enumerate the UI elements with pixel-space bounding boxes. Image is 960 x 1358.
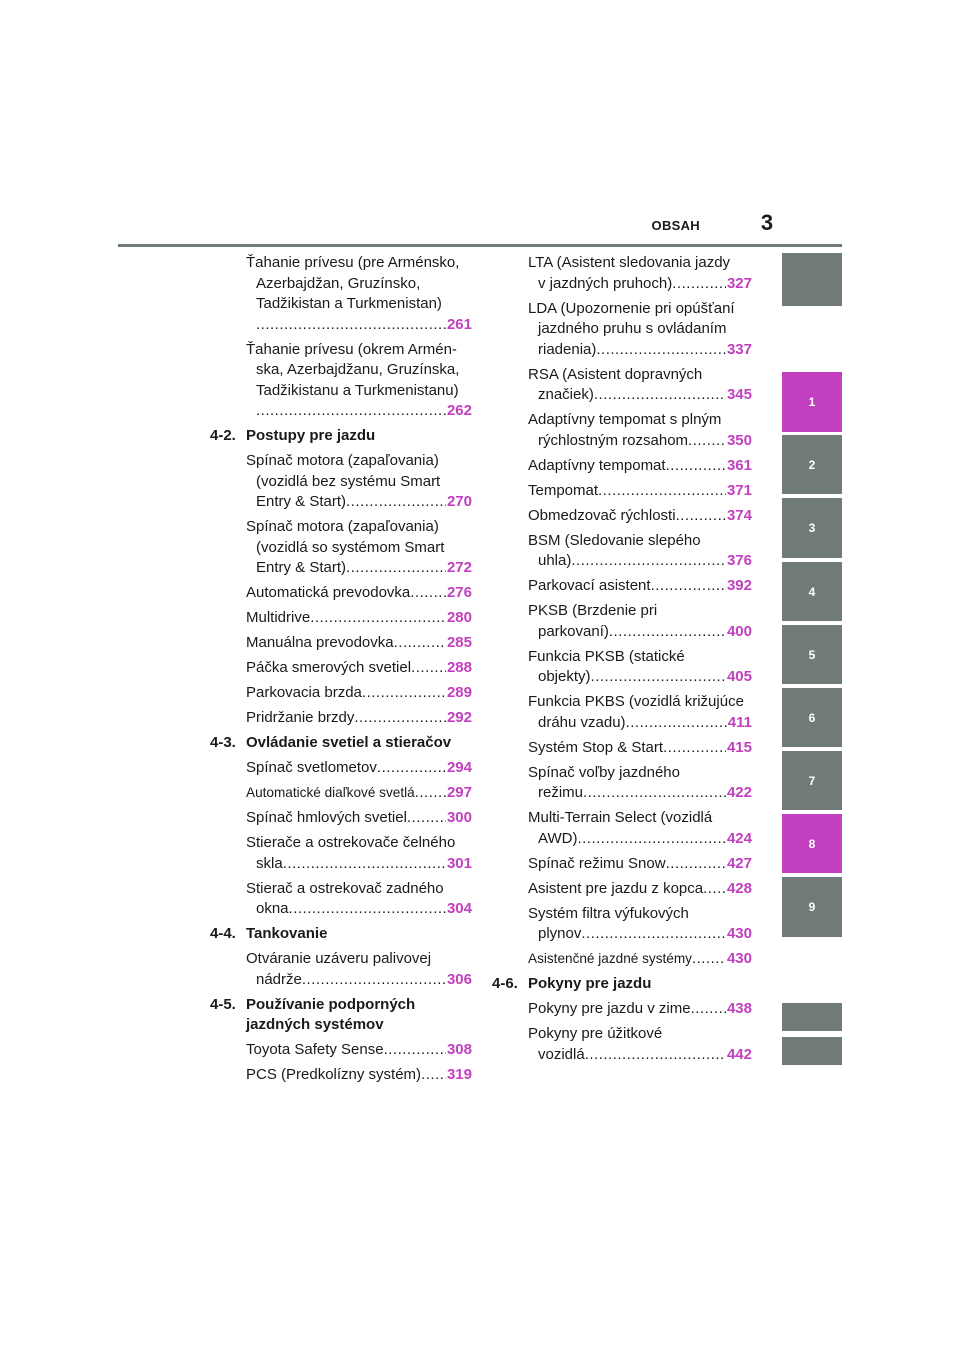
page-reference-link[interactable]: 288 [446,659,472,676]
section-title: Ovládanie svetiel a stieračov [246,734,452,751]
toc-entry-text: Pokyny pre úžitkové [528,1025,663,1042]
toc-entry-text: Spínač motora (zapaľovania) [246,452,439,469]
chapter-tab-5[interactable]: 5 [782,625,842,684]
toc-entry[interactable] [492,949,752,970]
toc-entry[interactable] [492,647,752,688]
toc-entry-text: Parkovací asistent [528,577,651,594]
toc-entry-text: BSM (Sledovanie slepého [528,531,701,549]
page-reference-link[interactable]: 297 [446,784,472,801]
dot-leader [626,713,727,734]
toc-entry[interactable] [210,833,472,874]
page-reference-link[interactable]: 294 [446,759,472,776]
dot-leader [672,274,726,295]
toc-entry-text: rýchlostným rozsahom [538,431,689,449]
page-reference-link[interactable]: 424 [726,829,752,847]
page-header-title: OBSAH [651,218,700,233]
toc-entry[interactable] [210,879,472,920]
toc-entry-text: Spínač motora (zapaľovania) [246,518,439,535]
toc-entry-text: AWD) [538,829,578,847]
toc-entry[interactable] [492,879,752,900]
toc-entry-text: Azerbajdžan, Gruzínsko, [256,274,421,292]
dot-leader [407,808,446,829]
toc-entry[interactable] [210,633,472,654]
toc-entry-text: Funkcia PKBS (vozidlá križujúce [528,693,744,710]
dot-leader [289,899,446,920]
toc-entry[interactable] [210,608,472,629]
page-reference-link[interactable]: 430 [726,950,752,967]
toc-section-heading [210,924,472,945]
section-title: Pokyny pre jazdu [528,975,652,992]
toc-entry-text: uhla) [538,552,572,569]
toc-entry[interactable] [210,340,472,422]
section-number: 4-4. [210,925,236,942]
toc-entry-text: vozidlá [538,1045,585,1063]
toc-section-heading [492,974,752,995]
toc-entry[interactable] [492,692,752,733]
page-reference-link[interactable]: 392 [726,577,752,594]
toc-entry-text: jazdného pruhu s ovládaním [538,320,727,337]
toc-entry[interactable] [492,253,752,294]
page-reference-link[interactable]: 376 [726,552,752,569]
toc-entry-text: Obmedzovač rýchlosti [528,506,676,524]
dot-leader [591,667,726,688]
toc-entry[interactable] [210,583,472,604]
toc-entry-text: PCS (Predkolízny systém) [246,1066,422,1083]
dot-leader [346,558,446,579]
toc-entry[interactable] [492,299,752,361]
toc-entry[interactable] [210,949,472,990]
page-reference-link[interactable]: 262 [446,402,472,419]
toc-entry-text: Parkovacia brzda [246,684,362,701]
toc-entry-text: Manuálna prevodovka [246,634,394,651]
toc-entry-text: Spínač svetlometov [246,759,377,776]
toc-entry[interactable] [210,658,472,679]
toc-entry-text: dráhu vzadu) [538,713,626,731]
toc-entry-text: Systém Stop & Start [528,738,664,756]
toc-entry-text: Otváranie uzáveru palivovej [246,950,432,967]
toc-entry-text: Entry & Start) [256,493,347,510]
toc-entry-text: Tempomat [528,481,599,499]
toc-entry-text: Multi-Terrain Select (vozidlá [528,809,713,826]
toc-left-column [210,253,472,1090]
toc-entry-text: Asistent pre jazdu z kopca [528,879,704,897]
page-reference-link[interactable]: 427 [726,854,752,872]
page-reference-link[interactable]: 289 [446,684,472,701]
toc-entry[interactable] [492,999,752,1020]
toc-entry-text: PKSB (Brzdenie pri [528,602,658,619]
chapter-tab-blank[interactable] [782,1037,842,1065]
page-reference-link[interactable]: 300 [446,809,472,826]
page-reference-link[interactable]: 308 [446,1041,472,1058]
toc-entry-text: objekty) [538,668,591,685]
page-reference-link[interactable]: 327 [726,274,752,292]
toc-entry-text: Stierače a ostrekovače čelného [246,834,456,851]
page-reference-link[interactable]: 306 [446,970,472,988]
toc-entry[interactable] [492,531,752,572]
toc-entry-text: Funkcia PKSB (statické [528,647,685,665]
dot-leader [377,758,446,779]
chapter-tab-3[interactable]: 3 [782,498,842,558]
page-reference-link[interactable]: 428 [726,879,752,897]
toc-entry[interactable] [210,808,472,829]
dot-leader [421,1065,446,1086]
dot-leader [688,431,726,452]
chapter-tab-6[interactable]: 6 [782,688,842,747]
page-reference-link[interactable]: 272 [446,559,472,576]
dot-leader [571,551,726,572]
toc-entry[interactable] [210,758,472,779]
dot-leader [666,854,726,875]
section-title: Používanie podporných jazdných systémov [246,995,416,1033]
toc-entry[interactable] [492,738,752,759]
toc-entry-text: Pokyny pre jazdu v zime [528,1000,691,1017]
toc-entry[interactable] [492,763,752,804]
toc-entry-text: Asistenčné jazdné systémy [528,951,692,966]
toc-entry-text: Pridržanie brzdy [246,709,355,726]
dot-leader [666,456,726,477]
chapter-tab-1[interactable]: 1 [782,372,842,432]
section-number: 4-2. [210,427,236,444]
dot-leader [609,622,726,643]
dot-leader [676,506,726,527]
header-divider [118,244,842,247]
dot-leader [596,340,726,361]
dot-leader [598,481,726,502]
section-number: 4-5. [210,995,236,1013]
page-reference-link[interactable]: 442 [726,1045,752,1063]
toc-section-heading [210,426,472,447]
section-title: Tankovanie [246,925,328,942]
toc-entry-text: Adaptívny tempomat [528,456,666,474]
toc-entry-text: Páčka smerových svetiel [246,659,412,676]
page-reference-link[interactable]: 261 [446,315,472,333]
toc-entry-text: Multidrive [246,609,311,626]
section-number: 4-3. [210,734,236,751]
toc-entry-text: Toyota Safety Sense [246,1041,384,1058]
toc-entry-text: okna [256,900,289,917]
page-reference-link[interactable]: 304 [446,900,472,917]
toc-entry[interactable] [210,1065,472,1086]
dot-leader [692,949,726,970]
dot-leader [354,708,446,729]
page-reference-link[interactable]: 285 [446,634,472,651]
toc-entry-text: Tadžikistanu a Turkmenistanu) [256,381,459,399]
page-reference-link[interactable]: 270 [446,493,472,510]
dot-leader [384,1040,446,1061]
dot-leader [651,576,726,597]
dot-leader [663,738,726,759]
toc-entry-text: riadenia) [538,340,597,358]
dot-leader [577,829,726,850]
chapter-tab-blank[interactable] [782,1003,842,1031]
page-reference-link[interactable]: 371 [726,481,752,499]
toc-entry-text: plynov [538,925,582,942]
toc-entry[interactable] [492,456,752,477]
toc-entry[interactable] [492,1024,752,1065]
toc-entry[interactable] [492,410,752,451]
toc-entry[interactable] [210,783,472,804]
dot-leader [310,608,446,629]
toc-entry-text: Tadžikistan a Turkmenistan) [256,295,442,312]
toc-entry-text: značiek) [538,386,594,403]
dot-leader [362,683,446,704]
toc-entry[interactable] [210,253,472,335]
toc-entry-text: v jazdných pruhoch) [538,274,673,292]
dot-leader [594,385,726,406]
page-reference-link[interactable]: 411 [727,713,752,731]
page-reference-link[interactable]: 405 [726,668,752,685]
toc-entry[interactable] [492,808,752,849]
toc-entry-text: Spínač voľby jazdného [528,763,680,781]
toc-section-heading [210,995,472,1036]
toc-entry-text: LTA (Asistent sledovania jazdy [528,254,731,271]
section-number: 4-6. [492,975,518,992]
toc-entry[interactable] [492,576,752,597]
toc-entry-text: režimu [538,784,584,801]
chapter-tab-7[interactable]: 7 [782,751,842,810]
page-number: 3 [760,210,774,235]
page-reference-link[interactable]: 361 [726,456,752,474]
dot-leader [415,783,446,804]
toc-entry-text: (vozidlá bez systému Smart [256,472,441,490]
page-reference-link[interactable]: 301 [446,854,472,872]
toc-entry[interactable] [492,904,752,945]
toc-entry[interactable] [492,506,752,527]
chapter-tab-4[interactable]: 4 [782,562,842,621]
toc-entry-text: Stierač a ostrekovač zadného [246,879,444,897]
dot-leader [256,401,446,422]
page-reference-link[interactable]: 438 [726,1000,752,1017]
toc-right-column [492,253,752,1070]
dot-leader [410,583,446,604]
page-reference-link[interactable]: 350 [726,431,752,449]
toc-entry-text: Systém filtra výfukových [528,904,689,922]
dot-leader [394,633,446,654]
toc-entry-text: skla [256,854,283,872]
toc-entry-text: Spínač režimu Snow [528,854,666,872]
toc-entry[interactable] [492,854,752,875]
toc-entry-text: Ťahanie prívesu (pre Arménsko, [246,254,460,271]
page-reference-link[interactable]: 337 [726,340,752,358]
page-reference-link[interactable]: 292 [446,709,472,726]
page-reference-link[interactable]: 430 [726,925,752,942]
dot-leader [411,658,446,679]
toc-entry-text: Spínač hmlových svetiel [246,809,407,826]
toc-entry[interactable] [492,601,752,642]
page-reference-link[interactable]: 345 [726,386,752,403]
chapter-tab-9[interactable]: 9 [782,877,842,937]
toc-entry-text: parkovaní) [538,622,609,640]
toc-entry-text: RSA (Asistent dopravných [528,365,703,383]
page-reference-link[interactable]: 276 [446,584,472,601]
page-reference-link[interactable]: 374 [726,506,752,524]
page-reference-link[interactable]: 280 [446,609,472,626]
dot-leader [583,783,726,804]
toc-entry[interactable] [210,1040,472,1061]
page-reference-link[interactable]: 415 [726,738,752,756]
section-title: Postupy pre jazdu [246,427,376,444]
dot-leader [256,315,446,336]
toc-entry-text: Automatické diaľkové svetlá [246,785,415,800]
toc-entry[interactable] [492,365,752,406]
chapter-tab-8[interactable]: 8 [782,814,842,873]
toc-entry-text: ska, Azerbajdžanu, Gruzínska, [256,361,460,378]
toc-entry-text: nádrže [256,970,302,988]
dot-leader [283,854,446,875]
chapter-tab-blank[interactable] [782,253,842,306]
toc-entry[interactable] [210,708,472,729]
toc-entry-text: Adaptívny tempomat s plným [528,411,722,428]
page-reference-link[interactable]: 400 [726,622,752,640]
dot-leader [302,970,446,991]
dot-leader [581,924,726,945]
dot-leader [346,492,446,513]
toc-section-heading [210,733,472,754]
toc-entry[interactable] [210,683,472,704]
toc-entry-text: Ťahanie prívesu (okrem Armén- [246,340,457,358]
toc-entry[interactable] [492,481,752,502]
toc-entry-text: Entry & Start) [256,559,347,576]
dot-leader [703,879,726,900]
dot-leader [585,1045,726,1066]
toc-entry[interactable] [210,517,472,579]
chapter-tab-2[interactable]: 2 [782,435,842,494]
toc-entry-text: (vozidlá so systémom Smart [256,538,445,556]
toc-entry-text: Automatická prevodovka [246,584,411,601]
page-reference-link[interactable]: 319 [446,1066,472,1083]
page-reference-link[interactable]: 422 [726,784,752,801]
toc-entry[interactable] [210,451,472,513]
toc-entry-text: LDA (Upozornenie pri opúšťaní [528,299,735,317]
dot-leader [691,999,726,1020]
